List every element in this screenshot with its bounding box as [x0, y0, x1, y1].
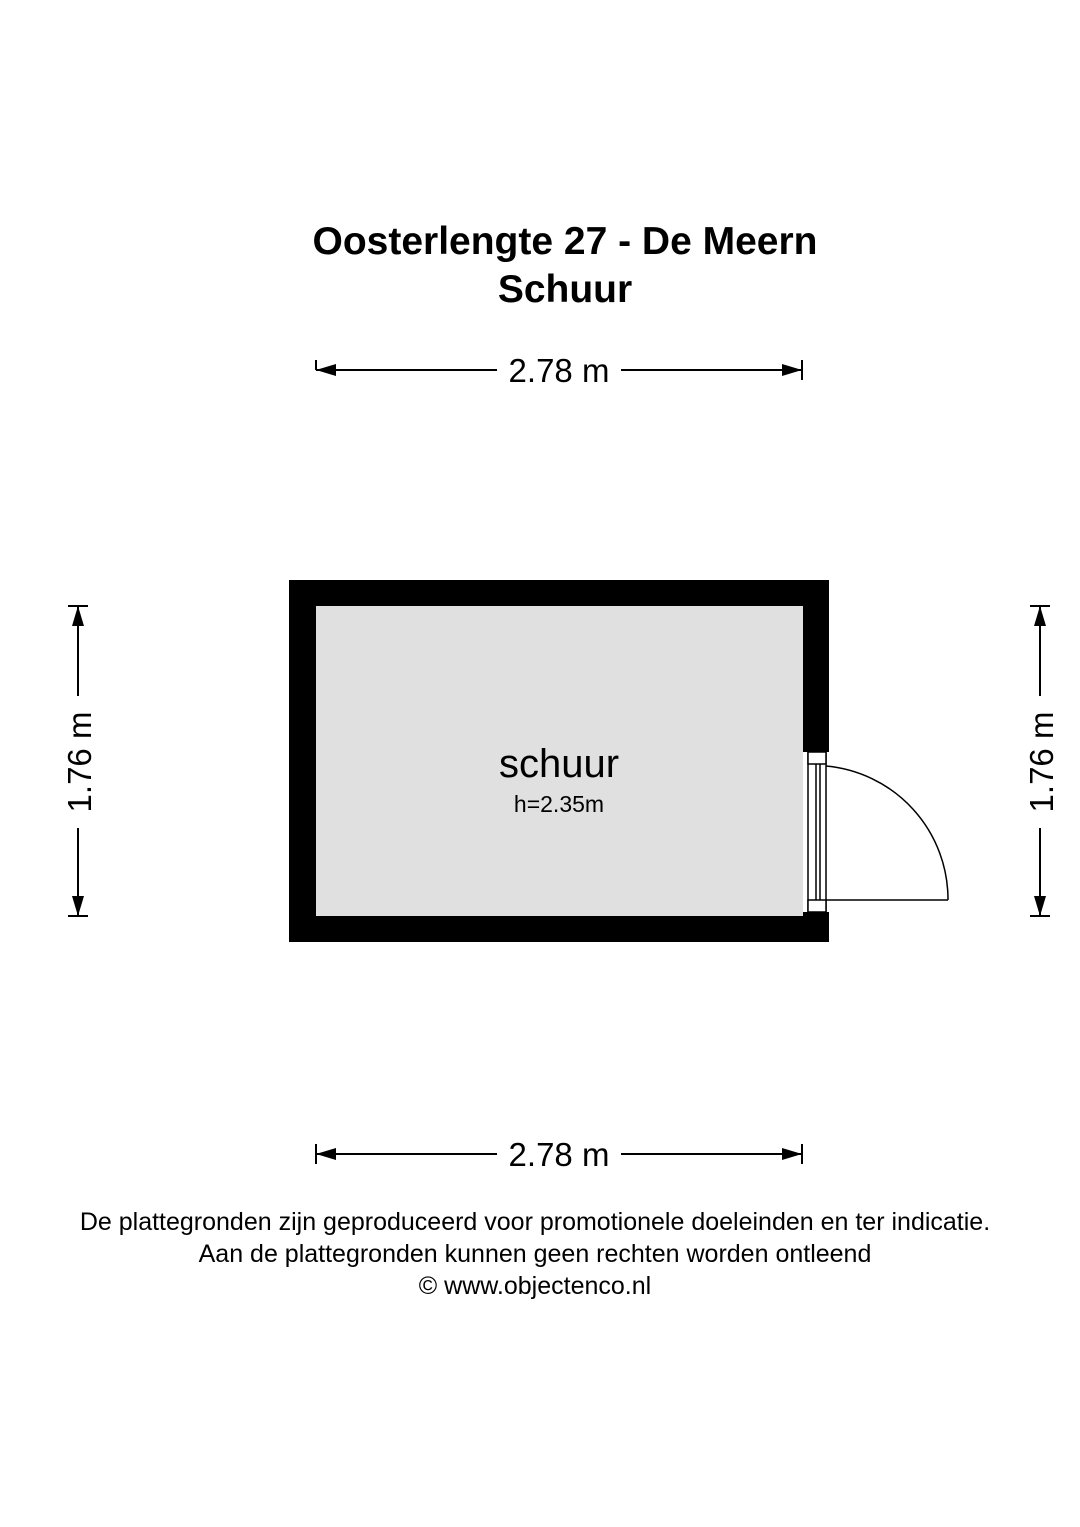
bottom-dimension — [316, 1136, 802, 1173]
room-schuur — [289, 580, 948, 942]
top-dimension — [316, 352, 802, 389]
room-height-label: h=2.35m — [513, 791, 605, 817]
disclaimer — [0, 1206, 1070, 1302]
arrow-down-icon — [72, 896, 84, 916]
floor-title: Schuur — [497, 268, 633, 311]
left-dimension-label: 1.76 m — [61, 711, 98, 813]
bottom-dimension-label: 2.78 m — [508, 1136, 610, 1173]
door-jamb-bottom — [808, 900, 826, 912]
right-dimension-label: 1.76 m — [1023, 711, 1060, 813]
door-jamb-top — [808, 752, 826, 764]
arrow-right-icon — [782, 364, 802, 376]
disclaimer-line: Aan de plattegronden kunnen geen rechten worden ontleend — [198, 1240, 872, 1268]
right-dimension — [1023, 606, 1060, 916]
door-swing-arc — [826, 766, 948, 900]
arrow-left-icon — [316, 364, 336, 376]
arrow-right-icon — [782, 1148, 802, 1160]
room-name-label: schuur — [498, 742, 620, 786]
arrow-up-icon — [1034, 606, 1046, 626]
copyright-link: © www.objectenco.nl — [418, 1272, 652, 1300]
arrow-up-icon — [72, 606, 84, 626]
arrow-left-icon — [316, 1148, 336, 1160]
disclaimer-line: De plattegronden zijn geproduceerd voor promotionele doeleinden en ter indicatie. — [79, 1208, 991, 1236]
door-opening — [808, 752, 826, 912]
left-dimension — [61, 606, 98, 916]
arrow-down-icon — [1034, 896, 1046, 916]
top-dimension-label: 2.78 m — [508, 352, 610, 389]
address-title: Oosterlengte 27 - De Meern — [312, 220, 818, 263]
